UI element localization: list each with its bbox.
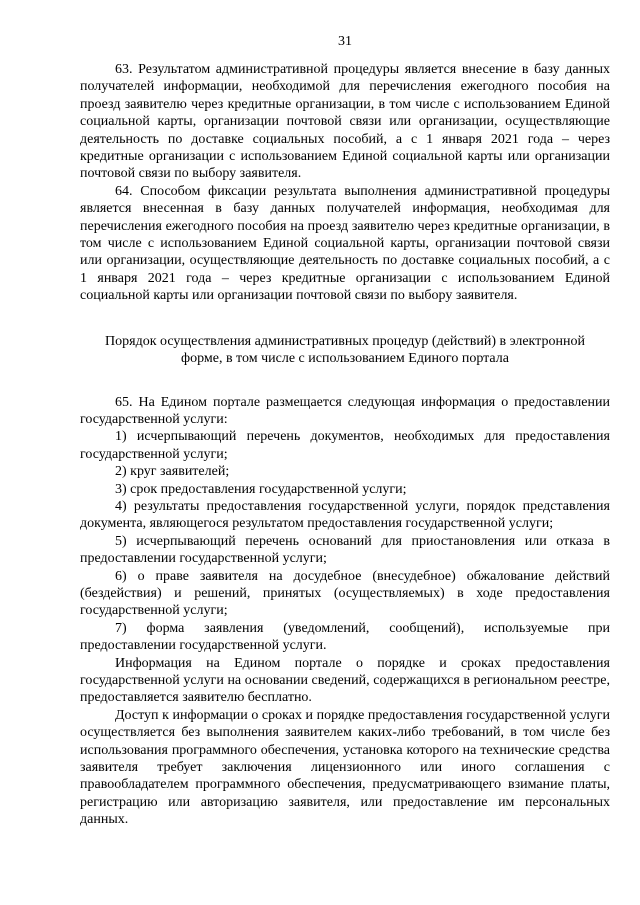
list-item: 2) круг заявителей; [115,464,230,480]
list-item: 3) срок предоставления государственной услуги; [115,481,407,497]
list-item: 4) результаты предоставления государственной услуги, порядок представления документа, являющегося результатом предоставления государственной услуги; [80,498,610,532]
paragraph-64: 64. Способом фиксации результата выполнения административной процедуры является внесенная в базу данных получателей информация, необходимая для перечисления ежегодного пособия на проезд заявителю через кредитные организации, в том числе с использованием Единой социальной карты, организации почтовой связи или организации, осуществляющие деятельность по доставке социальных пособий, а с 1 января 2021 года – через кредитные организации с использованием Единой социальной карты или организации почтовой связи по выбору заявителя. [80,183,610,304]
document-page [80,33,610,829]
list-item: 6) о праве заявителя на досудебное (внесудебное) обжалование действий (бездействия) и решений, принятых (осуществляемых) в ходе предоставления государственной услуги; [80,568,610,619]
list-item: 1) исчерпывающий перечень документов, необходимых для предоставления государственной услуги; [80,429,610,462]
page-number: 31 [338,34,352,49]
paragraph-registry-info: Информация на Едином портале о порядке и сроках предоставления государственной услуги на основании сведений, содержащихся в региональном реестре, предоставляется заявителю бесплатно. [80,655,610,706]
paragraph-65: 65. На Едином портале размещается следующая информация о предоставлении государственной услуги: [80,394,610,427]
list-item: 7) форма заявления (уведомлений, сообщений), используемые при предоставлении государственной услуги. [80,620,610,654]
info-list [80,428,610,654]
section-heading: Порядок осуществления административных процедур (действий) в электронной форме, в том числе с использованием Единого портала [105,333,585,367]
list-item: 5) исчерпывающий перечень оснований для приостановления или отказа в предоставлении государственной услуги; [80,533,610,567]
paragraph-access-info: Доступ к информации о сроках и порядке предоставления государственной услуги осуществляется без выполнения заявителем каких-либо требований, в том числе без использования программного обеспечения, установка которого на технические средства заявителя требует заключения лицензионного или иного соглашения с правообладателем программного обеспечения, предусматривающего взимание платы, регистрацию или авторизацию заявителя, или предоставление им персональных данных. [80,707,610,828]
paragraph-63: 63. Результатом административной процедуры является внесение в базу данных получателей информации, необходимой для перечисления ежегодного пособия на проезд заявителю через кредитные организации, в том числе с использованием Единой социальной карты, организации почтовой связи или организации, осуществляющие деятельность по доставке социальных пособий, а с 1 января 2021 года – через кредитные организации с использованием Единой социальной карты или организации почтовой связи по выбору заявителя. [80,62,610,182]
